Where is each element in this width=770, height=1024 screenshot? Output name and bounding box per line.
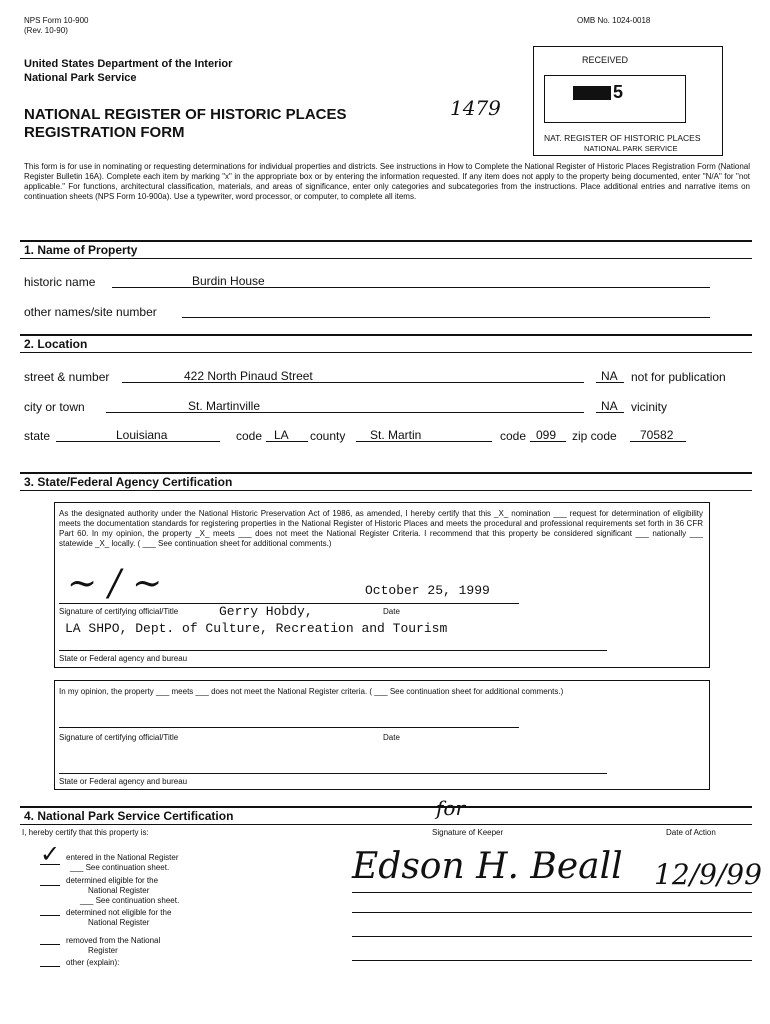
- option5-blank[interactable]: [40, 966, 60, 967]
- section1-title: 1. Name of Property: [24, 243, 138, 257]
- divider: [20, 490, 752, 491]
- keeper-label: Signature of Keeper: [432, 828, 504, 837]
- stamp-line1: NAT. REGISTER OF HISTORIC PLACES: [544, 133, 701, 143]
- divider: [20, 352, 752, 353]
- certify-statement: I, hereby certify that this property is:: [22, 828, 149, 837]
- form-title: NATIONAL REGISTER OF HISTORIC PLACES: [24, 106, 347, 123]
- agency-line: [59, 650, 607, 651]
- zip-value[interactable]: 70582: [640, 428, 674, 442]
- stamp-redaction: [573, 86, 611, 100]
- form-subtitle: REGISTRATION FORM: [24, 124, 185, 141]
- option-not-eligible-nr: National Register: [88, 918, 150, 927]
- code-value[interactable]: LA: [274, 428, 289, 442]
- opinion-text: In my opinion, the property ___ meets ___ does not meet the National Register criteria. ( ___ See continuation sheet for additional comments.): [59, 687, 564, 696]
- street-label: street & number: [24, 370, 110, 384]
- for-mark: for: [436, 796, 466, 820]
- option-eligible: determined eligible for the: [66, 876, 159, 885]
- county-code-label: code: [500, 429, 527, 443]
- city-line: [106, 412, 584, 413]
- signature-label-2: Signature of certifying official/Title: [59, 733, 179, 742]
- state-certification-box: [54, 502, 710, 668]
- agency-line-2: [59, 773, 607, 774]
- county-code-value[interactable]: 099: [536, 428, 557, 442]
- blank-line-3: [352, 960, 752, 961]
- department: United States Department of the Interior: [24, 58, 233, 70]
- keeper-line: [352, 892, 752, 893]
- county-value[interactable]: St. Martin: [370, 428, 422, 442]
- option-other: other (explain):: [66, 958, 120, 967]
- section2-title: 2. Location: [24, 337, 88, 351]
- county-label: county: [310, 429, 346, 443]
- city-na[interactable]: NA: [601, 399, 618, 413]
- street-value[interactable]: 422 North Pinaud Street: [184, 369, 313, 383]
- agency-label-2: State or Federal agency and bureau: [59, 777, 188, 786]
- city-value[interactable]: St. Martinville: [188, 399, 261, 413]
- divider: [20, 806, 752, 808]
- action-date-value[interactable]: 12/9/99: [654, 858, 762, 891]
- historic-name-value[interactable]: Burdin House: [192, 274, 265, 288]
- code-label: code: [236, 429, 263, 443]
- historic-name-label: historic name: [24, 275, 96, 289]
- instructions-paragraph: This form is for use in nominating or requesting determinations for individual properties and districts. See instructions in How to Complete the National Register of Historic Places Registration Form (National Register Bulletin 16A). Complete each item by marking "x" in the appropriate box or by entering the information requested. If any item does not apply to the property being documented, enter "N/A" for "not applicable." For functions, architectural classification, materials, and areas of significance, enter only categories and subcategories from the instructions. Place additional entries and narrative items on continuation sheets (NPS Form 10-900a). Use a typewriter, word processor, or computer, to complete all items.: [24, 162, 750, 201]
- divider: [20, 824, 752, 825]
- blank-line-1: [352, 912, 752, 913]
- option-removed: removed from the National: [66, 936, 161, 945]
- not-for-publication-label: not for publication: [631, 370, 726, 384]
- option-eligible-continuation: ___ See continuation sheet.: [80, 896, 180, 905]
- signer-name[interactable]: Gerry Hobdy,: [219, 604, 313, 619]
- stamp-inner-box: [544, 75, 686, 123]
- stamp-line2: NATIONAL PARK SERVICE: [584, 144, 678, 153]
- agency-typed[interactable]: LA SHPO, Dept. of Culture, Recreation and Tourism: [65, 621, 448, 636]
- divider: [20, 334, 752, 336]
- option-eligible-nr: National Register: [88, 886, 150, 895]
- divider: [20, 240, 752, 242]
- service: National Park Service: [24, 72, 137, 84]
- option-not-eligible: determined not eligible for the: [66, 908, 172, 917]
- option2-blank[interactable]: [40, 885, 60, 886]
- divider: [20, 258, 752, 259]
- keeper-signature[interactable]: Edson H. Beall: [352, 846, 623, 887]
- stamp-date: 5: [613, 82, 624, 102]
- state-value[interactable]: Louisiana: [116, 428, 168, 442]
- signature-label: Signature of certifying official/Title: [59, 607, 179, 616]
- form-revision: (Rev. 10-90): [24, 26, 68, 35]
- omb-number: OMB No. 1024-0018: [577, 16, 651, 25]
- official-signature[interactable]: ~ / ~: [67, 563, 163, 604]
- certification-typed-date[interactable]: October 25, 1999: [365, 583, 490, 598]
- other-names-label: other names/site number: [24, 305, 157, 319]
- date-label-2: Date: [383, 733, 400, 742]
- street-na[interactable]: NA: [601, 369, 618, 383]
- certification-text: As the designated authority under the National Historic Preservation Act of 1986, as amended, I hereby certify that this _X_ nomination ___ request for determination of eligibility meets the documentation standards for registering properties in the National Register of Historic Places and meets the procedural and professional requirements set forth in 36 CFR Part 60. In my opinion, the property _X_ meets ___ does not meet the National Register Criteria. I recommend that this property be considered significant ___ nationally ___ statewide _X_ locally. ( ___ See continuation sheet for additional comments.): [59, 509, 703, 548]
- check-icon[interactable]: ✓: [40, 841, 61, 868]
- opinion-box: [54, 680, 710, 790]
- blank-line-2: [352, 936, 752, 937]
- option-removed-register: Register: [88, 946, 118, 955]
- divider: [20, 472, 752, 474]
- option4-blank[interactable]: [40, 944, 60, 945]
- form-number: NPS Form 10-900: [24, 16, 89, 25]
- other-names-line: [182, 317, 710, 318]
- date-label: Date: [383, 607, 400, 616]
- zip-label: zip code: [572, 429, 617, 443]
- action-date-label: Date of Action: [666, 828, 716, 837]
- stamp-received: RECEIVED: [582, 55, 629, 65]
- handwritten-reference-number: 1479: [450, 96, 501, 120]
- option-entered-continuation: ___ See continuation sheet.: [70, 863, 170, 872]
- section4-title: 4. National Park Service Certification: [24, 809, 234, 823]
- received-stamp: [533, 46, 723, 156]
- option-entered: entered in the National Register: [66, 853, 179, 862]
- section3-title: 3. State/Federal Agency Certification: [24, 475, 233, 489]
- signature-line-2: [59, 727, 519, 728]
- agency-label: State or Federal agency and bureau: [59, 654, 188, 663]
- state-label: state: [24, 429, 51, 443]
- city-label: city or town: [24, 400, 85, 414]
- option3-blank[interactable]: [40, 915, 60, 916]
- vicinity-label: vicinity: [631, 400, 668, 414]
